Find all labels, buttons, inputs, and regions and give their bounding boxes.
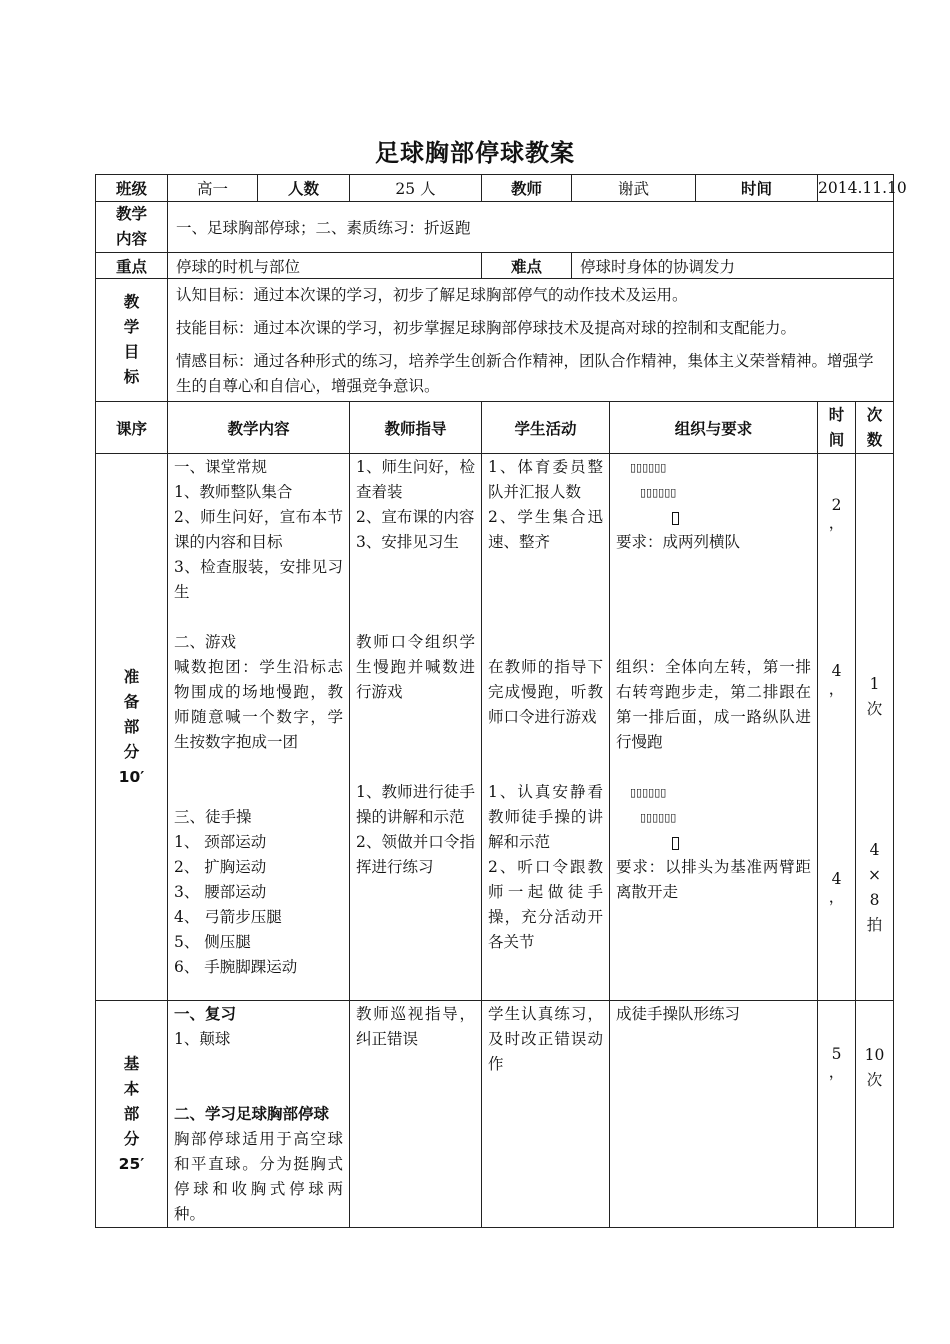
learn-title: 二、学习足球胸部停球 <box>174 1105 330 1123</box>
routine-time: 2 <box>831 496 842 514</box>
prep-label-char: 备 <box>123 692 140 711</box>
game-activity: 在教师的指导下完成慢跑，听教师口令进行游戏 <box>488 658 603 726</box>
time-value: 2014.11.10 <box>818 175 894 202</box>
prep-activity <box>482 454 610 1001</box>
basic-label-char: 分 <box>123 1129 140 1148</box>
exercise-org-req: 要求：以排头为基准两臂距离散开走 <box>616 858 812 901</box>
basic-label-char: 基 <box>123 1054 140 1073</box>
prep-label <box>96 454 168 1001</box>
teacher-label: 教师 <box>482 175 572 202</box>
goals-label-char: 教 <box>123 293 140 311</box>
teacher-value: 谢武 <box>572 175 696 202</box>
prep-time <box>818 454 856 1001</box>
exercise-item: 1、 颈部运动 <box>174 833 267 851</box>
header-content: 教学内容 <box>168 402 350 454</box>
learn-text: 胸部停球适用于高空球和平直球。分为挺胸式停球和收胸式停球两种。 <box>174 1130 343 1223</box>
routine-item: 3、检查服装，安排见习生 <box>174 558 343 601</box>
difficulty-label: 难点 <box>482 253 572 279</box>
prep-content <box>168 454 350 1001</box>
content-label <box>96 202 168 253</box>
header-count-char: 次 <box>866 405 883 424</box>
routine-guide: 3、安排见习生 <box>356 533 459 551</box>
skill-goal: 技能目标：通过本次课的学习，初步掌握足球胸部停球技术及提高对球的控制和支配能力。 <box>176 319 797 337</box>
time-label: 时间 <box>696 175 818 202</box>
emotion-goal: 情感目标：通过各种形式的练习，培养学生创新合作精神，团队合作精神，集体主义荣誉精神。增强学生的自尊心和自信心，增强竞争意识。 <box>176 352 874 395</box>
basic-time-mark: ， <box>828 1063 845 1081</box>
header-guide: 教师指导 <box>350 402 482 454</box>
basic-activity-text: 学生认真练习，及时改正错误动作 <box>488 1005 603 1073</box>
basic-count-unit: 次 <box>866 1071 883 1089</box>
routine-guide: 2、宣布课的内容 <box>356 508 475 526</box>
goals-label <box>96 279 168 402</box>
routine-time-mark: ， <box>828 514 845 532</box>
class-label: 班级 <box>96 175 168 202</box>
game-count: 1 <box>869 675 880 693</box>
goals-label-char: 标 <box>123 368 140 386</box>
basic-row <box>96 1001 894 1228</box>
exercise-count-char: 拍 <box>866 916 883 934</box>
header-order: 课序 <box>96 402 168 454</box>
header-row <box>96 402 894 454</box>
goals-text <box>168 279 894 402</box>
goals-row <box>96 279 894 402</box>
teacher-marker-icon <box>672 837 679 850</box>
routine-item: 2、师生问好，宣布本节课的内容和目标 <box>174 508 343 551</box>
exercise-item: 三、徒手操 <box>174 808 252 826</box>
review-item: 1、颠球 <box>174 1030 231 1048</box>
page-title: 足球胸部停球教案 <box>375 139 575 167</box>
info-row <box>96 175 894 202</box>
basic-activity <box>482 1001 610 1228</box>
prep-label-char: 分 <box>123 742 140 761</box>
prep-count <box>856 454 894 1001</box>
header-count-char: 数 <box>866 430 883 449</box>
goals-label-char: 目 <box>123 343 140 361</box>
game-time-mark: ， <box>828 680 845 698</box>
basic-time-value: 5 <box>831 1045 842 1063</box>
basic-count <box>856 1001 894 1228</box>
basic-time <box>818 1001 856 1228</box>
focus-row <box>96 253 894 279</box>
review-title: 一、复习 <box>174 1005 237 1023</box>
routine-activity: 2、学生集合迅速、整齐 <box>488 508 603 551</box>
prep-label-time: 10′ <box>118 767 145 786</box>
formation-row-2: ▯▯▯▯▯▯ <box>640 486 677 499</box>
game-time: 4 <box>831 662 842 680</box>
game-org: 组织：全体向左转，第一排右转弯跑步走，第二排跟在第一排后面，成一路纵队进行慢跑 <box>616 658 812 751</box>
count-label: 人数 <box>258 175 350 202</box>
key-label: 重点 <box>96 253 168 279</box>
routine-item: 一、课堂常规 <box>174 458 268 476</box>
routine-item: 1、教师整队集合 <box>174 483 293 501</box>
formation-row-2: ▯▯▯▯▯▯ <box>640 811 677 824</box>
teacher-marker-icon <box>672 512 679 525</box>
basic-label-char: 部 <box>123 1104 140 1123</box>
routine-activity: 1、体育委员整队并汇报人数 <box>488 458 603 501</box>
exercise-time-mark: ， <box>828 888 845 906</box>
header-time <box>818 402 856 454</box>
prep-label-char: 部 <box>123 717 140 736</box>
key-value: 停球的时机与部位 <box>168 253 482 279</box>
exercise-time: 4 <box>831 870 842 888</box>
goals-label-char: 学 <box>123 318 140 336</box>
exercise-item: 2、 扩胸运动 <box>174 858 267 876</box>
game-count-unit: 次 <box>866 700 883 718</box>
content-value: 一、足球胸部停球；二、素质练习：折返跑 <box>168 202 894 253</box>
prep-org <box>610 454 818 1001</box>
exercise-guide: 1、教师进行徒手操的讲解和示范 <box>356 783 475 826</box>
exercise-guide: 2、领做并口令指挥进行练习 <box>356 833 475 876</box>
routine-guide: 1、师生问好，检查着装 <box>356 458 475 501</box>
basic-org-text: 成徒手操队形练习 <box>616 1005 741 1023</box>
content-row <box>96 202 894 253</box>
header-time-char: 间 <box>828 430 845 449</box>
exercise-item: 6、 手腕脚踝运动 <box>174 958 298 976</box>
class-value: 高一 <box>168 175 258 202</box>
basic-guide-text: 教师巡视指导，纠正错误 <box>356 1005 475 1048</box>
prep-label-char: 准 <box>123 667 140 686</box>
formation-row-1: ▯▯▯▯▯▯ <box>630 461 667 474</box>
exercise-count-char: 4 <box>869 841 880 859</box>
header-time-char: 时 <box>828 405 845 424</box>
cognitive-goal: 认知目标：通过本次课的学习，初步了解足球胸部停气的动作技术及运用。 <box>176 286 688 304</box>
basic-content <box>168 1001 350 1228</box>
game-guide: 教师口令组织学生慢跑并喊数进行游戏 <box>356 633 475 701</box>
header-org: 组织与要求 <box>610 402 818 454</box>
exercise-item: 3、 腰部运动 <box>174 883 267 901</box>
exercise-item: 4、 弓箭步压腿 <box>174 908 282 926</box>
header-count <box>856 402 894 454</box>
prep-row <box>96 454 894 1001</box>
game-title: 二、游戏 <box>174 633 237 651</box>
content-label-line: 内容 <box>115 230 147 248</box>
basic-label-time: 25′ <box>118 1154 145 1173</box>
content-label-line: 教学 <box>115 205 147 223</box>
basic-org <box>610 1001 818 1228</box>
exercise-activity: 2、听口令跟教师一起做徒手操，充分活动开各关节 <box>488 858 603 951</box>
basic-guide <box>350 1001 482 1228</box>
formation-row-1: ▯▯▯▯▯▯ <box>630 786 667 799</box>
exercise-count-char: 8 <box>869 891 880 909</box>
difficulty-value: 停球时身体的协调发力 <box>572 253 894 279</box>
prep-guide <box>350 454 482 1001</box>
game-content: 喊数抱团：学生沿标志物围成的场地慢跑，教师随意喊一个数字，学生按数字抱成一团 <box>174 658 343 751</box>
exercise-count-char: × <box>868 866 882 884</box>
header-activity: 学生活动 <box>482 402 610 454</box>
routine-org-req: 要求：成两列横队 <box>616 533 741 551</box>
basic-label-char: 本 <box>123 1079 140 1098</box>
exercise-activity: 1、认真安静看教师徒手操的讲解和示范 <box>488 783 603 851</box>
basic-count-value: 10 <box>864 1046 885 1064</box>
count-value: 25 人 <box>350 175 482 202</box>
lesson-plan-table <box>95 174 907 1228</box>
exercise-item: 5、 侧压腿 <box>174 933 251 951</box>
basic-label <box>96 1001 168 1228</box>
